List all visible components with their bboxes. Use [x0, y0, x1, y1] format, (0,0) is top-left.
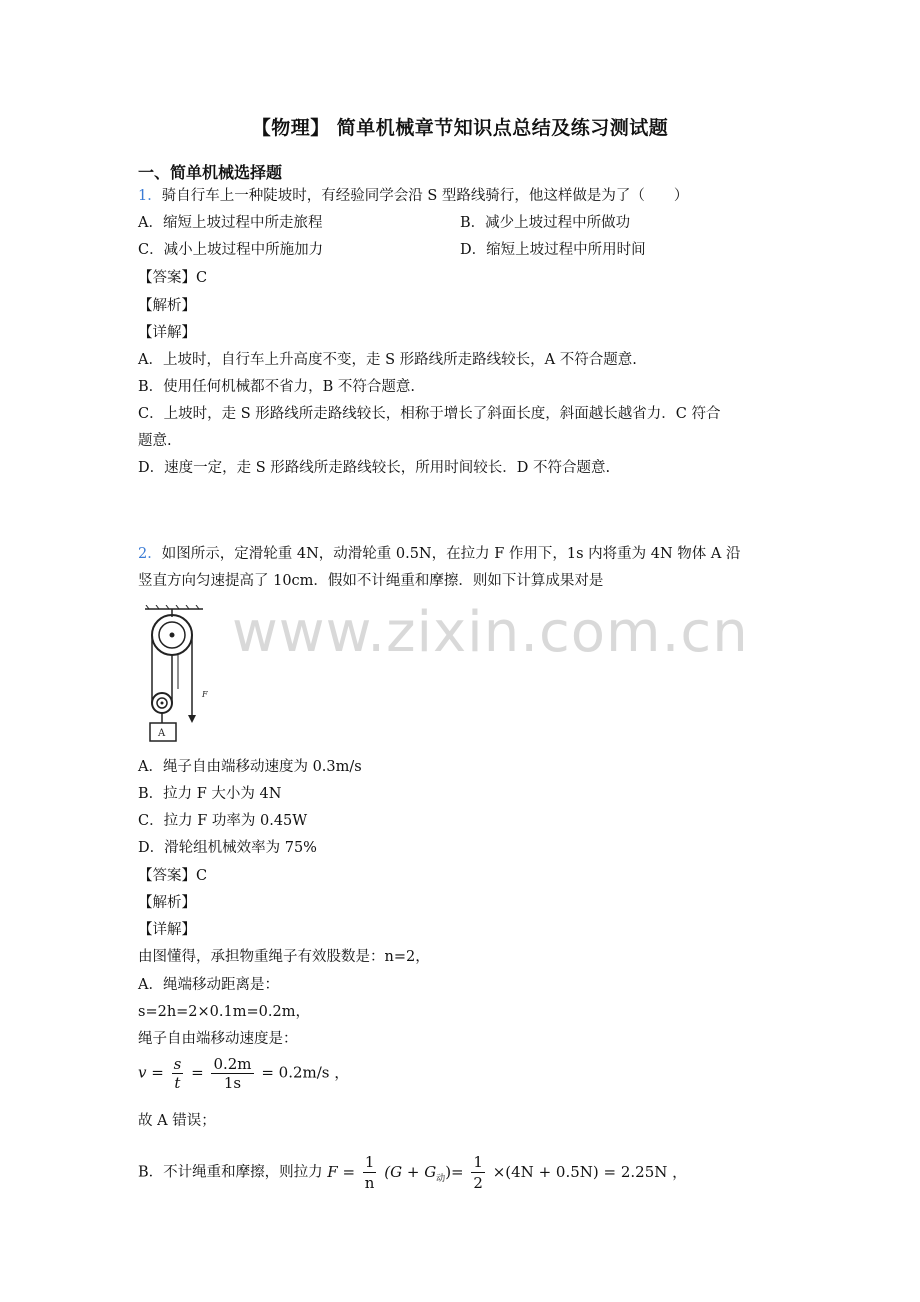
- force-formula: [327, 1153, 688, 1192]
- question-2-option-b: B．拉力 F 大小为 4N: [138, 786, 282, 802]
- question-1-number: 1．: [138, 188, 162, 204]
- fraction-3-numerator: 1: [363, 1152, 377, 1173]
- question-1-option-b: B．减少上坡过程中所做功: [460, 215, 631, 231]
- formula-2-lhs: F =: [327, 1162, 356, 1181]
- question-1-explain-c-cont: 题意.: [138, 433, 172, 449]
- question-1-detail-label: 【详解】: [138, 325, 196, 341]
- fraction-distance-over-time: [211, 1055, 253, 1092]
- formula-2-subscript: 动: [436, 1173, 446, 1184]
- question-2-stem-line2: 竖直方向匀速提高了 10cm．假如不计绳重和摩擦．则如下计算成果对是: [138, 573, 604, 589]
- formula-1-rhs: = 0.2m/s ，: [261, 1063, 350, 1082]
- fraction-s-over-t: [172, 1055, 184, 1092]
- question-2-option-d: D．滑轮组机械效率为 75%: [138, 840, 317, 856]
- question-2-explain-6: B．不计绳重和摩擦，则拉力: [138, 1164, 323, 1181]
- ceiling: [145, 605, 203, 609]
- question-2-explain-2: A．绳端移动距离是：: [138, 977, 279, 993]
- question-1-explain-c: C．上坡时，走 S 形路线所走路线较长，相称于增长了斜面长度，斜面越长越省力．C 符合: [138, 406, 721, 422]
- formula-2-close: )=: [445, 1162, 464, 1181]
- movable-pulley: [152, 693, 172, 713]
- fraction-1-over-2: [471, 1152, 485, 1193]
- question-2-explain-4: 绳子自由端移动速度是：: [138, 1031, 298, 1047]
- question-1-option-a: A．缩短上坡过程中所走旅程: [138, 215, 323, 231]
- question-1-option-d: D．缩短上坡过程中所用时间: [460, 242, 646, 258]
- formula-2-weight-sum: (G + G: [384, 1162, 437, 1181]
- question-2-explain-6-row: [138, 1152, 687, 1193]
- question-1-text: 骑自行车上一种陡坡时，有经验同学会沿 S 型路线骑行，他这样做是为了（ ）: [161, 188, 689, 204]
- question-2-detail-label: 【详解】: [138, 922, 196, 938]
- question-2-option-a: A．绳子自由端移动速度为 0.3m/s: [138, 759, 362, 775]
- question-2-explain-5: 故 A 错误；: [138, 1113, 216, 1129]
- fraction-4-denominator: 2: [473, 1174, 483, 1192]
- question-2-number: 2．: [138, 546, 162, 562]
- section-heading: 一、简单机械选择题: [138, 163, 283, 182]
- question-2-option-c: C．拉力 F 功率为 0.45W: [138, 813, 308, 829]
- fraction-2-numerator: 0.2m: [213, 1055, 252, 1073]
- block-label: A: [158, 728, 166, 739]
- question-2-explain-3: s=2h=2×0.1m=0.2m，: [138, 1004, 310, 1020]
- fraction-2-denominator: 1s: [223, 1074, 242, 1092]
- fraction-1-over-n: [363, 1152, 377, 1193]
- fraction-1-numerator: s: [173, 1055, 182, 1073]
- velocity-formula: [138, 1055, 349, 1092]
- question-1-answer: 【答案】C: [138, 270, 208, 286]
- question-1-explain-b: B．使用任何机械都不省力，B 不符合题意.: [138, 379, 416, 395]
- fraction-1-denominator: t: [174, 1074, 181, 1092]
- question-1-stem: [138, 186, 688, 206]
- force-arrow: [188, 715, 196, 723]
- pulley-diagram: [145, 605, 225, 747]
- question-2-text-1: 如图所示，定滑轮重 4N，动滑轮重 0.5N，在拉力 F 作用下，1s 内将重为 4N 物体 A 沿: [161, 546, 741, 562]
- question-1-option-c: C．减小上坡过程中所施加力: [138, 242, 324, 258]
- watermark: www.zixin.com.cn: [232, 600, 749, 665]
- fraction-4-numerator: 1: [473, 1153, 483, 1171]
- question-1-analysis-label: 【解析】: [138, 298, 196, 314]
- question-1-explain-a: A．上坡时，自行车上升高度不变，走 S 形路线所走路线较长，A 不符合题意.: [138, 352, 637, 368]
- question-2-explain-1: 由图懂得，承担物重绳子有效股数是：n=2，: [138, 949, 430, 965]
- force-label: F: [202, 690, 208, 699]
- formula-1-lhs: v =: [138, 1063, 164, 1082]
- page-title: 【物理】 简单机械章节知识点总结及练习测试题: [251, 117, 669, 139]
- question-2-answer: 【答案】C: [138, 868, 208, 884]
- question-1-explain-d: D．速度一定，走 S 形路线所走路线较长，所用时间较长．D 不符合题意.: [138, 460, 611, 476]
- question-2-stem-line1: [138, 544, 741, 564]
- question-2-analysis-label: 【解析】: [138, 895, 196, 911]
- formula-2-rhs: ×(4N + 0.5N) = 2.25N ，: [492, 1162, 688, 1181]
- formula-1-equals: =: [191, 1063, 204, 1082]
- fraction-3-denominator: n: [364, 1174, 375, 1192]
- block-a: [150, 723, 176, 741]
- fixed-pulley: [152, 615, 192, 655]
